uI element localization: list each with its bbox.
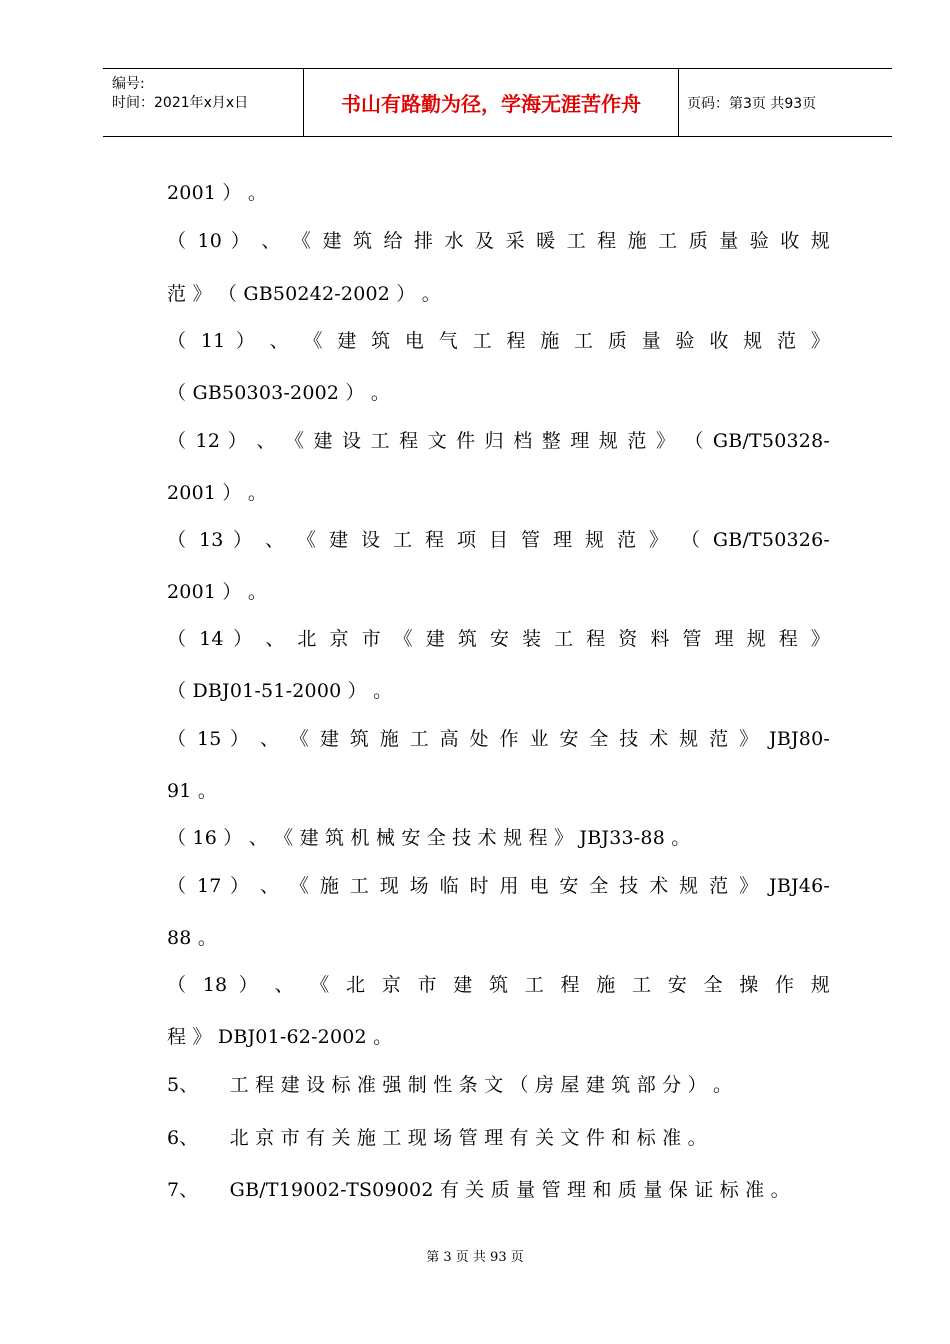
body-line: 程 》 DBJ01-62-2002 。	[167, 1026, 393, 1048]
page-header	[103, 68, 892, 137]
body-line: 91 。	[167, 780, 218, 802]
header-info-cell	[103, 69, 303, 136]
body-line: （ 17 ） 、 《 施 工 现 场 临 时 用 电 安 全 技 术 规 范 》 JBJ46-	[167, 875, 830, 897]
body-line: （ 12 ） 、 《 建 设 工 程 文 件 归 档 整 理 规 范 》 （ GB/T50328-	[167, 430, 830, 452]
header-page-number: 页码：第3页 共93页	[687, 95, 817, 112]
page-footer: 第 3 页 共 93 页	[426, 1250, 524, 1265]
body-line: （ 10 ） 、 《 建 筑 给 排 水 及 采 暖 工 程 施 工 质 量 验 收 规	[167, 230, 830, 252]
body-line: （ 16 ） 、 《 建 筑 机 械 安 全 技 术 规 程 》 JBJ33-88 。	[167, 827, 691, 849]
body-line: （ GB50303-2002 ） 。	[167, 382, 391, 404]
body-line: （ 13 ） 、 《 建 设 工 程 项 目 管 理 规 范 》 （ GB/T50326-	[167, 529, 830, 551]
body-line: 2001 ） 。	[167, 581, 268, 603]
body-line: 7、 GB/T19002-TS09002 有 关 质 量 管 理 和 质 量 保 证 标 准 。	[167, 1179, 790, 1201]
date-label: 时间：2021年x月x日	[112, 95, 249, 111]
body-line: （ 14 ） 、 北 京 市 《 建 筑 安 装 工 程 资 料 管 理 规 程 》	[167, 628, 830, 650]
header-motto: 书山有路勤为径，学海无涯苦作舟	[303, 69, 679, 136]
body-line: （ 15 ） 、 《 建 筑 施 工 高 处 作 业 安 全 技 术 规 范 》 JBJ80-	[167, 728, 830, 750]
body-line: 2001 ） 。	[167, 482, 268, 504]
body-line: 范 》 （ GB50242-2002 ） 。	[167, 283, 441, 305]
body-line: 88 。	[167, 927, 218, 949]
body-line: （ 18 ） 、 《 北 京 市 建 筑 工 程 施 工 安 全 操 作 规	[167, 974, 830, 996]
document-number-label: 编号:	[112, 76, 145, 92]
body-line: 6、 北 京 市 有 关 施 工 现 场 管 理 有 关 文 件 和 标 准 。	[167, 1127, 707, 1149]
body-line: 5、 工 程 建 设 标 准 强 制 性 条 文 （ 房 屋 建 筑 部 分 ） 。	[167, 1074, 733, 1096]
body-line: （ DBJ01-51-2000 ） 。	[167, 680, 393, 702]
body-line: （ 11 ） 、 《 建 筑 电 气 工 程 施 工 质 量 验 收 规 范 》	[167, 330, 830, 352]
body-line: 2001 ） 。	[167, 182, 268, 204]
